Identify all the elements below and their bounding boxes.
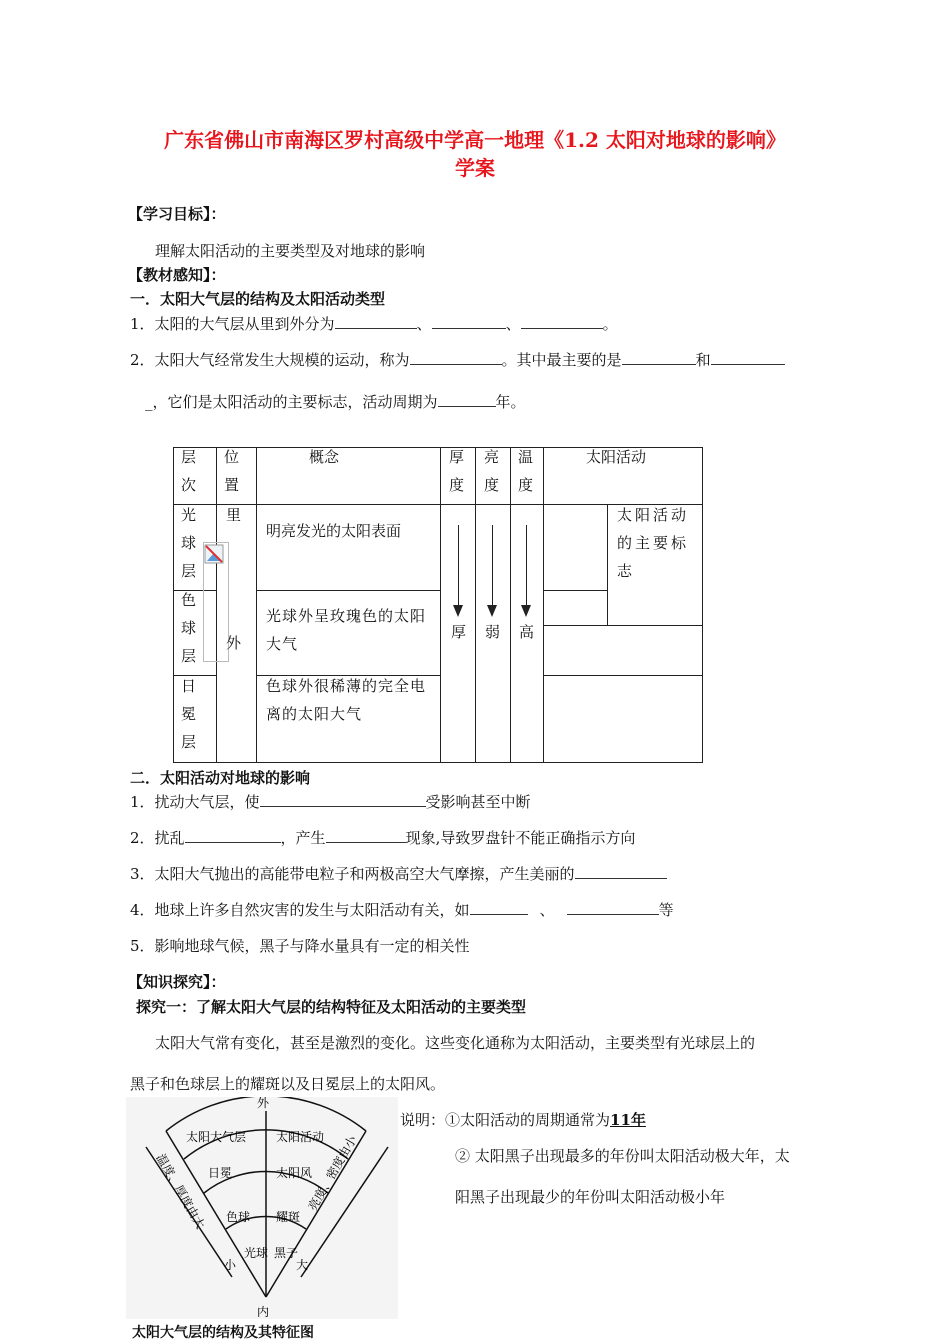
sun-layer-diagram <box>126 1097 398 1319</box>
header-thickness: 厚度 <box>449 448 465 494</box>
diagram-left-end: 小 <box>224 1258 237 1272</box>
question-2 <box>130 349 785 370</box>
thickness-label: 厚 <box>451 623 467 641</box>
q2-mid: 。其中最主要的是 <box>501 351 622 369</box>
explore1-heading: 探究一：了解太阳大气层的结构特征及太阳活动的主要类型 <box>136 998 527 1016</box>
activity-note: 太阳活动的主要标志 <box>617 506 690 580</box>
brightness-label: 弱 <box>485 623 501 641</box>
effect-4 <box>130 899 674 920</box>
temperature-arrow <box>526 525 527 615</box>
diagram-layer-0: 太阳大气层 <box>186 1130 247 1144</box>
diagram-right-end: 大 <box>296 1258 309 1272</box>
temperature-label: 高 <box>519 623 535 641</box>
page-title: 广东省佛山市南海区罗村高级中学高一地理《1.2 太阳对地球的影响》 <box>164 128 786 152</box>
section1-heading: 一．太阳大气层的结构及太阳活动类型 <box>130 290 386 308</box>
page-title-line2: 学案 <box>455 156 495 180</box>
row-layer-corona: 日冕层 <box>181 677 197 751</box>
diagram-left-side: 温度、厚度由大 <box>153 1151 208 1232</box>
diagram-layer-2: 色球 <box>226 1210 251 1224</box>
row-layer-chromosphere: 色球层 <box>181 591 197 665</box>
header-concept: 概念 <box>309 448 340 466</box>
q2-prefix: 2．太阳大气经常发生大规模的运动，称为 <box>130 351 410 369</box>
row-concept-photosphere: 明亮发光的太阳表面 <box>266 522 402 540</box>
effect-1-blank[interactable] <box>260 791 426 807</box>
q1-blank-3[interactable] <box>521 313 603 329</box>
effect-2-mid: ，产生 <box>280 829 326 847</box>
diagram-activity-1: 太阳风 <box>276 1166 313 1180</box>
explore-paragraph-line2: 黑子和色球层上的耀斑以及日冕层上的太阳风。 <box>130 1075 446 1093</box>
q1-end: 。 <box>602 315 618 333</box>
diagram-activity-3: 黑子 <box>274 1246 299 1260</box>
notes-1 <box>400 1109 646 1130</box>
header-activity: 太阳活动 <box>586 448 647 466</box>
effect-2-blank-2[interactable] <box>326 827 406 843</box>
effect-2 <box>130 827 635 848</box>
effect-3-prefix: 3．太阳大气抛出的高能带电粒子和两极高空大气摩擦，产生美丽的 <box>130 865 575 883</box>
diagram-activity-0: 太阳活动 <box>276 1130 325 1144</box>
effect-4-prefix: 4．地球上许多自然灾害的发生与太阳活动有关，如 <box>130 901 470 919</box>
q2-blank-4[interactable] <box>438 391 496 407</box>
q2-and: 和 <box>695 351 711 369</box>
diagram-bottom-label: 内 <box>257 1305 270 1319</box>
goal-heading: 【学习目标】： <box>128 205 226 223</box>
q1-sep1: 、 <box>416 315 432 333</box>
q2-blank-3[interactable] <box>711 349 785 365</box>
row-layer-photosphere: 光球层 <box>181 506 197 580</box>
effect-1 <box>130 791 531 812</box>
header-position: 位置 <box>224 448 240 494</box>
diagram-layer-3: 光球 <box>244 1246 269 1260</box>
notes-2-line2: 阳黑子出现最少的年份叫太阳活动极小年 <box>455 1188 726 1206</box>
header-layer: 层次 <box>181 448 197 494</box>
diagram-right-side: 亮度、密度由小 <box>305 1133 360 1213</box>
notes-2-line1: ② 太阳黑子出现最多的年份叫太阳活动极大年，太 <box>455 1147 790 1165</box>
sun-layer-table <box>173 447 703 763</box>
goal-text: 理解太阳活动的主要类型及对地球的影响 <box>155 242 426 260</box>
q1-blank-2[interactable] <box>432 313 506 329</box>
header-temperature: 温度 <box>518 448 534 494</box>
effect-4-blank-1[interactable] <box>470 899 528 915</box>
effect-4-blank-2[interactable] <box>567 899 659 915</box>
effect-4-end: 等 <box>658 901 674 919</box>
question-1 <box>130 313 618 334</box>
effect-4-sep: 、 <box>539 901 555 919</box>
notes-period: 11年 <box>610 1111 646 1129</box>
q2-line2-start: _，它们是太阳活动的主要标志，活动周期为 <box>145 393 438 411</box>
q1-sep2: 、 <box>505 315 521 333</box>
diagram-top-label: 外 <box>257 1097 270 1110</box>
perception-heading: 【教材感知】： <box>128 266 226 284</box>
question-2-line2 <box>145 391 526 412</box>
row-concept-chromosphere: 光球外呈玫瑰色的太阳大气 <box>266 607 427 653</box>
section2-heading: 二．太阳活动对地球的影响 <box>130 769 311 787</box>
broken-image-icon <box>204 544 224 564</box>
explore-paragraph-line1: 太阳大气常有变化，甚至是激烈的变化。这些变化通称为太阳活动，主要类型有光球层上的 <box>155 1034 756 1052</box>
effect-2-blank-1[interactable] <box>185 827 281 843</box>
diagram-activity-2: 耀斑 <box>276 1210 301 1224</box>
effect-3 <box>130 863 667 884</box>
q1-blank-1[interactable] <box>335 313 417 329</box>
explore-heading: 【知识探究】： <box>128 973 226 991</box>
row-concept-corona: 色球外很稀薄的完全电离的太阳大气 <box>266 677 427 723</box>
effect-1-end: 受影响甚至中断 <box>425 793 531 811</box>
brightness-arrow <box>492 525 493 615</box>
diagram-layer-1: 日冕 <box>208 1166 233 1180</box>
thickness-arrow <box>458 525 459 615</box>
effect-1-prefix: 1．扰动大气层，使 <box>130 793 260 811</box>
position-inner: 里 <box>226 506 242 524</box>
notes-label: 说明：①太阳活动的周期通常为 <box>400 1111 611 1129</box>
effect-2-prefix: 2．扰乱 <box>130 829 185 847</box>
effect-5: 5．影响地球气候，黑子与降水量具有一定的相关性 <box>130 937 470 955</box>
header-brightness: 亮度 <box>484 448 500 494</box>
q2-line2-end: 年。 <box>495 393 526 411</box>
effect-3-blank[interactable] <box>575 863 667 879</box>
q2-blank-2[interactable] <box>622 349 696 365</box>
q1-prefix: 1．太阳的大气层从里到外分为 <box>130 315 335 333</box>
diagram-caption: 太阳大气层的结构及其特征图 <box>132 1325 314 1341</box>
position-outer: 外 <box>226 634 242 652</box>
q2-blank-1[interactable] <box>410 349 502 365</box>
effect-2-end: 现象,导致罗盘针不能正确指示方向 <box>405 829 636 847</box>
